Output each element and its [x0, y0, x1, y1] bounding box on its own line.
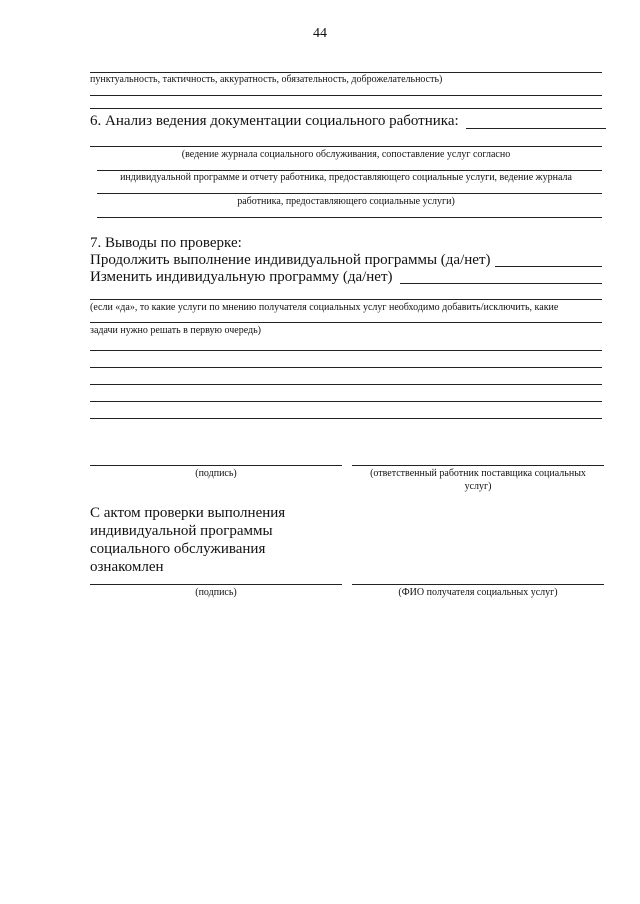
worker-name-line — [352, 465, 604, 466]
fill-line — [90, 95, 602, 96]
worker-caption-1: (ответственный работник поставщика социальных — [370, 468, 586, 479]
fill-line — [90, 108, 602, 109]
fill-line — [90, 367, 602, 368]
section7-caption-2: задачи нужно решать в первую очередь) — [90, 325, 261, 336]
fill-line — [90, 299, 602, 300]
ack-line-2: индивидуальной программы — [90, 523, 273, 539]
page-number: 44 — [313, 26, 327, 41]
fill-line — [90, 322, 602, 323]
fill-line — [97, 170, 602, 171]
fill-line — [90, 401, 602, 402]
section7-caption-1: (если «да», то какие услуги по мнению получателя социальных услуг необходимо добавить/исключить, какие — [90, 302, 559, 313]
change-answer-line — [400, 283, 602, 284]
change-program-label: Изменить индивидуальную программу (да/нет) — [90, 269, 393, 285]
section7-heading: 7. Выводы по проверке: — [90, 235, 242, 251]
section6-caption-1: (ведение журнала социального обслуживания, сопоставление услуг согласно — [181, 149, 511, 160]
section6-answer-line — [466, 128, 606, 129]
fill-line — [97, 217, 602, 218]
recipient-caption: (ФИО получателя социальных услуг) — [398, 587, 558, 598]
signature-line — [90, 584, 342, 585]
continue-program-label: Продолжить выполнение индивидуальной программы (да/нет) — [90, 252, 491, 268]
continue-answer-line — [495, 266, 602, 267]
fill-line — [97, 193, 602, 194]
worker-caption-2: услуг) — [464, 481, 492, 492]
section6-caption-3: работника, предоставляющего социальные услуги) — [237, 196, 455, 207]
signature-line — [90, 465, 342, 466]
section6-heading: 6. Анализ ведения документации социального работника: — [90, 113, 459, 129]
ack-line-1: С актом проверки выполнения — [90, 505, 286, 521]
fill-line — [90, 72, 602, 73]
fill-line — [90, 350, 602, 351]
ack-line-3: социального обслуживания — [90, 541, 266, 557]
signature-caption: (подпись) — [195, 468, 237, 479]
fill-line — [90, 146, 602, 147]
fill-line — [90, 384, 602, 385]
fill-line — [90, 418, 602, 419]
signature-caption: (подпись) — [195, 587, 237, 598]
qualities-caption: пунктуальность, тактичность, аккуратность, обязательность, доброжелательность) — [90, 74, 443, 85]
ack-line-4: ознакомлен — [90, 559, 164, 575]
recipient-name-line — [352, 584, 604, 585]
section6-caption-2: индивидуальной программе и отчету работника, предоставляющего социальные услуги, ведение журнала — [120, 172, 572, 183]
